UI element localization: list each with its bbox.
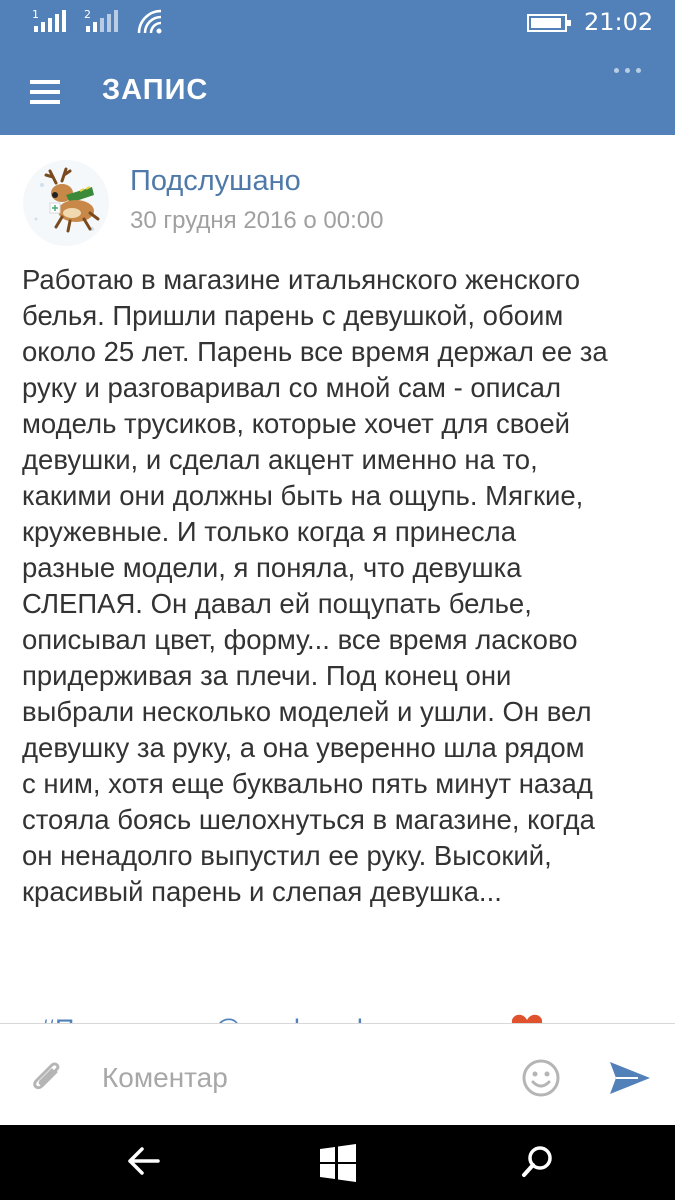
hashtag-row: [0, 1006, 675, 1024]
back-icon[interactable]: [126, 1143, 162, 1183]
comment-input[interactable]: [102, 1058, 482, 1098]
status-clock: 21:02: [584, 8, 654, 36]
send-icon[interactable]: [608, 1060, 652, 1100]
post-text: Работаю в магазине итальянского женского белья. Пришли парень с девушкой, обоим около 25 лет. Парень все время держал ее за руку и разговаривал со мной сам - описал модель трусиков, которые хочет для своей девушки, и сделал акцент именно на то, какими они должны быть на ощупь. Мягкие, кружевные. И только когда я принесла разные модели, я поняла, что девушка СЛЕПАЯ. Он давал ей пощупать белье, описывал цвет, форму... все время ласково придерживая за плечи. Под конец они выбрали несколько моделей и ушли. Он вел девушку за руку, а она уверенно шла рядом с ним, хотя еще буквально пять минут назад стояла боясь шелохнуться в магазине, когда он ненадолго выпустил ее руку. Высокий, красивый парень и слепая девушка...: [22, 264, 608, 907]
avatar[interactable]: [22, 159, 110, 247]
post-author[interactable]: Подслушано: [130, 165, 301, 197]
windows-icon[interactable]: [318, 1143, 358, 1187]
wifi-icon: [136, 9, 166, 39]
attach-icon[interactable]: [28, 1058, 66, 1102]
sim2-label: 2: [84, 8, 91, 21]
emoji-icon[interactable]: [521, 1058, 561, 1102]
signal-sim1-icon: [32, 8, 72, 34]
more-icon[interactable]: [612, 68, 648, 78]
sim1-label: 1: [32, 8, 39, 21]
signal-sim2-icon: [84, 8, 124, 34]
comment-bar: [0, 1023, 675, 1125]
battery-icon: [527, 14, 573, 36]
app-bar: [0, 46, 675, 135]
status-bar: [0, 0, 675, 46]
search-icon[interactable]: [520, 1143, 556, 1183]
page-title: ЗАПИС: [102, 74, 209, 106]
system-nav-bar: [0, 1125, 675, 1200]
post-header: [0, 135, 675, 245]
top-bar: [0, 0, 675, 135]
post-date: 30 грудня 2016 о 00:00: [130, 207, 384, 234]
menu-icon[interactable]: [30, 80, 60, 104]
